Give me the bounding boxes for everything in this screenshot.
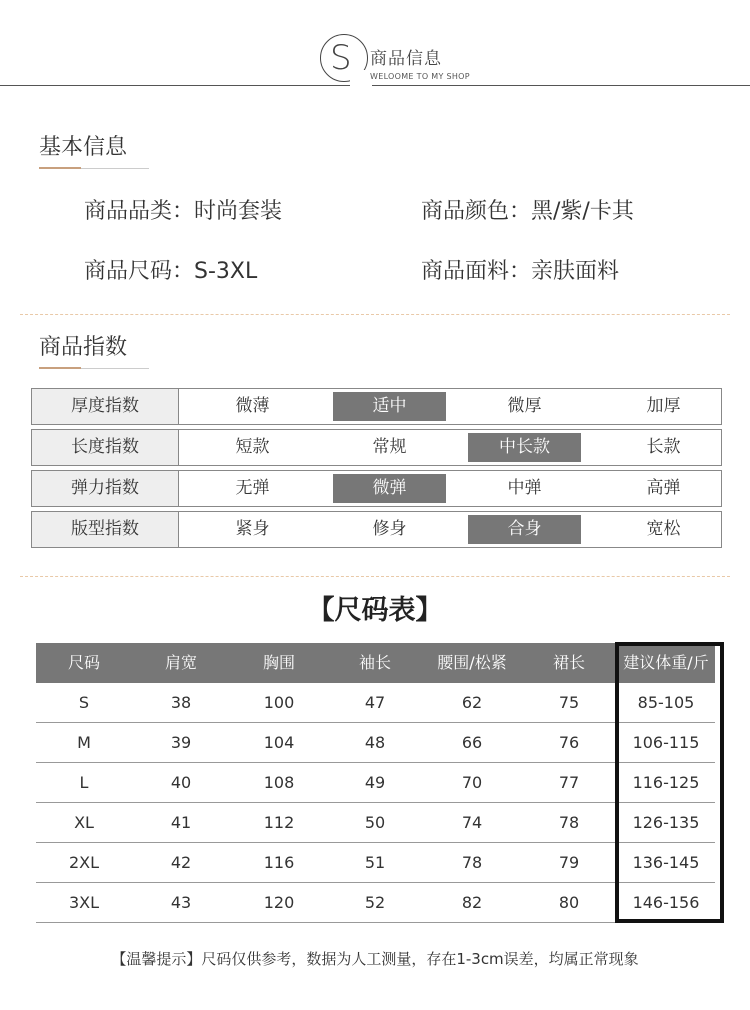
size-table-header-cell: 袖长 — [358, 653, 391, 672]
size-table-row — [36, 883, 715, 923]
size-table-cell: 76 — [558, 733, 580, 752]
size-table-cell: 47 — [364, 693, 386, 712]
size-table-cell: 40 — [170, 773, 192, 792]
index-option: 常规 — [372, 437, 407, 457]
size-table-cell: 146-156 — [632, 893, 700, 912]
index-option: 高弹 — [646, 478, 681, 498]
size-tip: 【温馨提示】尺码仅供参考，数据为人工测量，存在1-3cm误差，均属正常现象 — [111, 950, 639, 968]
index-row-label: 厚度指数 — [32, 389, 179, 424]
section-divider — [20, 576, 730, 577]
size-table-header-cell: 裙长 — [552, 653, 585, 672]
size-table-cell: 116 — [263, 853, 295, 872]
size-table-cell: 2XL — [68, 853, 100, 872]
index-underline — [39, 367, 81, 369]
size-table-header-cell: 肩宽 — [164, 653, 197, 672]
size-table-cell: 50 — [364, 813, 386, 832]
size-table-cell: 126-135 — [632, 813, 700, 832]
size-table-cell: 62 — [461, 693, 483, 712]
size-table-cell: XL — [74, 813, 94, 832]
size-table-cell: 80 — [558, 893, 580, 912]
size-table-cell: 116-125 — [632, 773, 700, 792]
section-divider — [20, 314, 730, 315]
size-table-cell: 52 — [364, 893, 386, 912]
size-table-cell: 39 — [170, 733, 192, 752]
info-color: 商品颜色：黑/紫/卡其 — [421, 199, 634, 224]
size-table-cell: 136-145 — [632, 853, 700, 872]
weight-column-highlight — [615, 642, 724, 923]
index-title: 商品指数 — [39, 335, 128, 360]
index-option-selected: 微弹 — [333, 474, 446, 503]
index-row — [31, 470, 722, 507]
size-table-header-cell: 胸围 — [262, 653, 295, 672]
info-size: 商品尺码：S-3XL — [84, 259, 258, 284]
index-option: 微厚 — [507, 396, 542, 416]
size-table-cell: M — [77, 733, 91, 752]
size-table-cell: 100 — [263, 693, 295, 712]
basic-info-title: 基本信息 — [39, 135, 128, 160]
index-option-selected: 合身 — [468, 515, 581, 544]
size-table-cell: 49 — [364, 773, 386, 792]
index-option: 无弹 — [235, 478, 270, 498]
size-table-cell: 70 — [461, 773, 483, 792]
size-table-row — [36, 803, 715, 843]
index-row-label: 长度指数 — [32, 430, 179, 465]
index-row-label: 弹力指数 — [32, 471, 179, 506]
index-option: 加厚 — [646, 396, 681, 416]
size-table-cell: 78 — [558, 813, 580, 832]
size-table-cell: 43 — [170, 893, 192, 912]
index-option-selected: 适中 — [333, 392, 446, 421]
size-table-cell: 75 — [558, 693, 580, 712]
size-table-cell: 106-115 — [632, 733, 700, 752]
index-row — [31, 388, 722, 425]
size-table-cell: 42 — [170, 853, 192, 872]
size-table-cell: 74 — [461, 813, 483, 832]
index-row — [31, 511, 722, 548]
basic-info-underline — [39, 167, 81, 169]
info-fabric: 商品面料：亲肤面料 — [421, 259, 620, 284]
size-table-cell: 38 — [170, 693, 192, 712]
size-table-cell: 120 — [263, 893, 295, 912]
index-option: 微薄 — [235, 396, 270, 416]
size-table-cell: 104 — [263, 733, 295, 752]
size-table-header-cell: 腰围/松紧 — [437, 653, 507, 672]
size-table-cell: 77 — [558, 773, 580, 792]
index-row — [31, 429, 722, 466]
size-table-header-cell: 尺码 — [67, 653, 100, 672]
size-table-row — [36, 723, 715, 763]
size-table-header — [36, 643, 715, 683]
size-table-row — [36, 763, 715, 803]
size-table-cell: L — [79, 773, 89, 792]
size-table-cell: 66 — [461, 733, 483, 752]
index-option: 宽松 — [646, 519, 681, 539]
size-table-cell: 112 — [263, 813, 295, 832]
index-option: 长款 — [646, 437, 681, 457]
logo-letter: S — [330, 38, 352, 78]
size-table-cell: 82 — [461, 893, 483, 912]
size-table-cell: 41 — [170, 813, 192, 832]
index-option: 修身 — [372, 519, 407, 539]
index-option: 短款 — [235, 437, 270, 457]
index-option: 紧身 — [235, 519, 270, 539]
info-category: 商品品类：时尚套装 — [84, 199, 283, 224]
header-subtitle: WELOOME TO MY SHOP — [370, 72, 470, 81]
index-option-selected: 中长款 — [468, 433, 581, 462]
size-table-cell: 48 — [364, 733, 386, 752]
header-divider — [0, 85, 750, 86]
size-table-cell: 51 — [364, 853, 386, 872]
size-table-cell: 78 — [461, 853, 483, 872]
size-table-cell: 108 — [263, 773, 295, 792]
size-table-cell: 3XL — [68, 893, 100, 912]
header-title: 商品信息 — [370, 49, 442, 69]
index-row-label: 版型指数 — [32, 512, 179, 547]
size-table-header-cell: 建议体重/斤 — [623, 653, 709, 672]
size-table-cell: 85-105 — [637, 693, 695, 712]
size-table-row — [36, 683, 715, 723]
size-table-cell: 79 — [558, 853, 580, 872]
size-table-row — [36, 843, 715, 883]
size-table-title: 【尺码表】 — [307, 595, 443, 626]
index-option: 中弹 — [507, 478, 542, 498]
size-table-cell: S — [78, 693, 90, 712]
